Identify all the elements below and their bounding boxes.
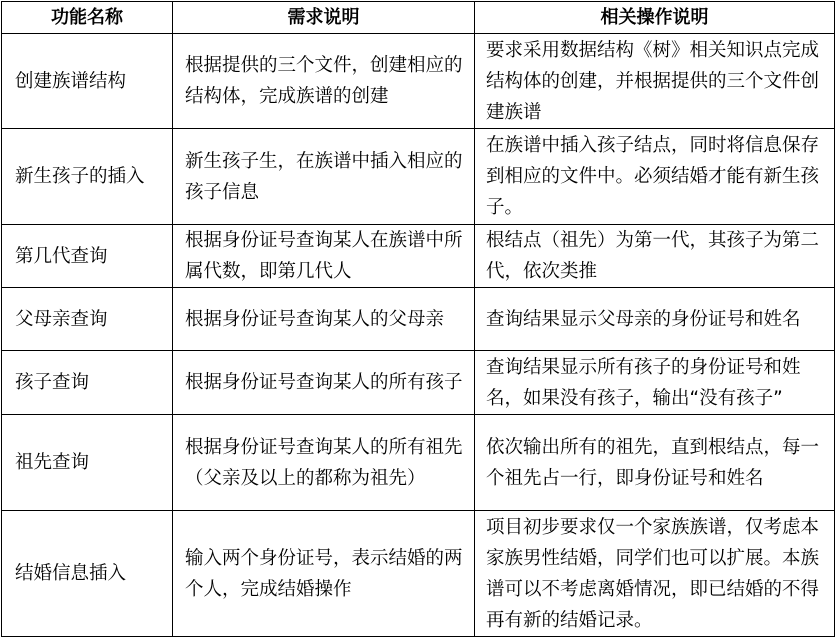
operation-cell: 依次输出所有的祖先，直到根结点，每一个祖先占一行，即身份证号和姓名 [475,415,835,511]
header-operation: 相关操作说明 [475,2,835,34]
operation-cell: 根结点（祖先）为第一代，其孩子为第二代，依次类推 [475,225,835,288]
table-row [2,511,835,637]
table-row [2,225,835,288]
function-name-cell: 第几代查询 [2,225,173,288]
requirement-cell: 根据身份证号查询某人的所有祖先（父亲及以上的都称为祖先） [173,415,475,511]
function-name-cell: 创建族谱结构 [2,34,173,129]
requirements-table [1,1,835,637]
function-name-cell: 父母亲查询 [2,288,173,351]
requirement-cell: 根据身份证号查询某人的父母亲 [173,288,475,351]
requirement-cell: 新生孩子生，在族谱中插入相应的孩子信息 [173,129,475,225]
table-row [2,351,835,415]
function-name-cell: 结婚信息插入 [2,511,173,637]
operation-cell: 查询结果显示所有孩子的身份证号和姓名，如果没有孩子，输出“没有孩子” [475,351,835,415]
operation-cell: 项目初步要求仅一个家族族谱，仅考虑本家族男性结婚，同学们也可以扩展。本族谱可以不考虑离婚情况，即已结婚的不得再有新的结婚记录。 [475,511,835,637]
table-row [2,129,835,225]
operation-cell: 查询结果显示父母亲的身份证号和姓名 [475,288,835,351]
header-function-name: 功能名称 [2,2,173,34]
requirement-cell: 输入两个身份证号，表示结婚的两个人，完成结婚操作 [173,511,475,637]
header-row [2,2,835,34]
function-name-cell: 孩子查询 [2,351,173,415]
requirement-cell: 根据提供的三个文件，创建相应的结构体，完成族谱的创建 [173,34,475,129]
header-requirement: 需求说明 [173,2,475,34]
function-name-cell: 新生孩子的插入 [2,129,173,225]
requirement-cell: 根据身份证号查询某人的所有孩子 [173,351,475,415]
requirement-cell: 根据身份证号查询某人在族谱中所属代数，即第几代人 [173,225,475,288]
table-row [2,415,835,511]
table-row [2,288,835,351]
operation-cell: 要求采用数据结构《树》相关知识点完成结构体的创建，并根据提供的三个文件创建族谱 [475,34,835,129]
table-row [2,34,835,129]
operation-cell: 在族谱中插入孩子结点，同时将信息保存到相应的文件中。必须结婚才能有新生孩子。 [475,129,835,225]
function-name-cell: 祖先查询 [2,415,173,511]
